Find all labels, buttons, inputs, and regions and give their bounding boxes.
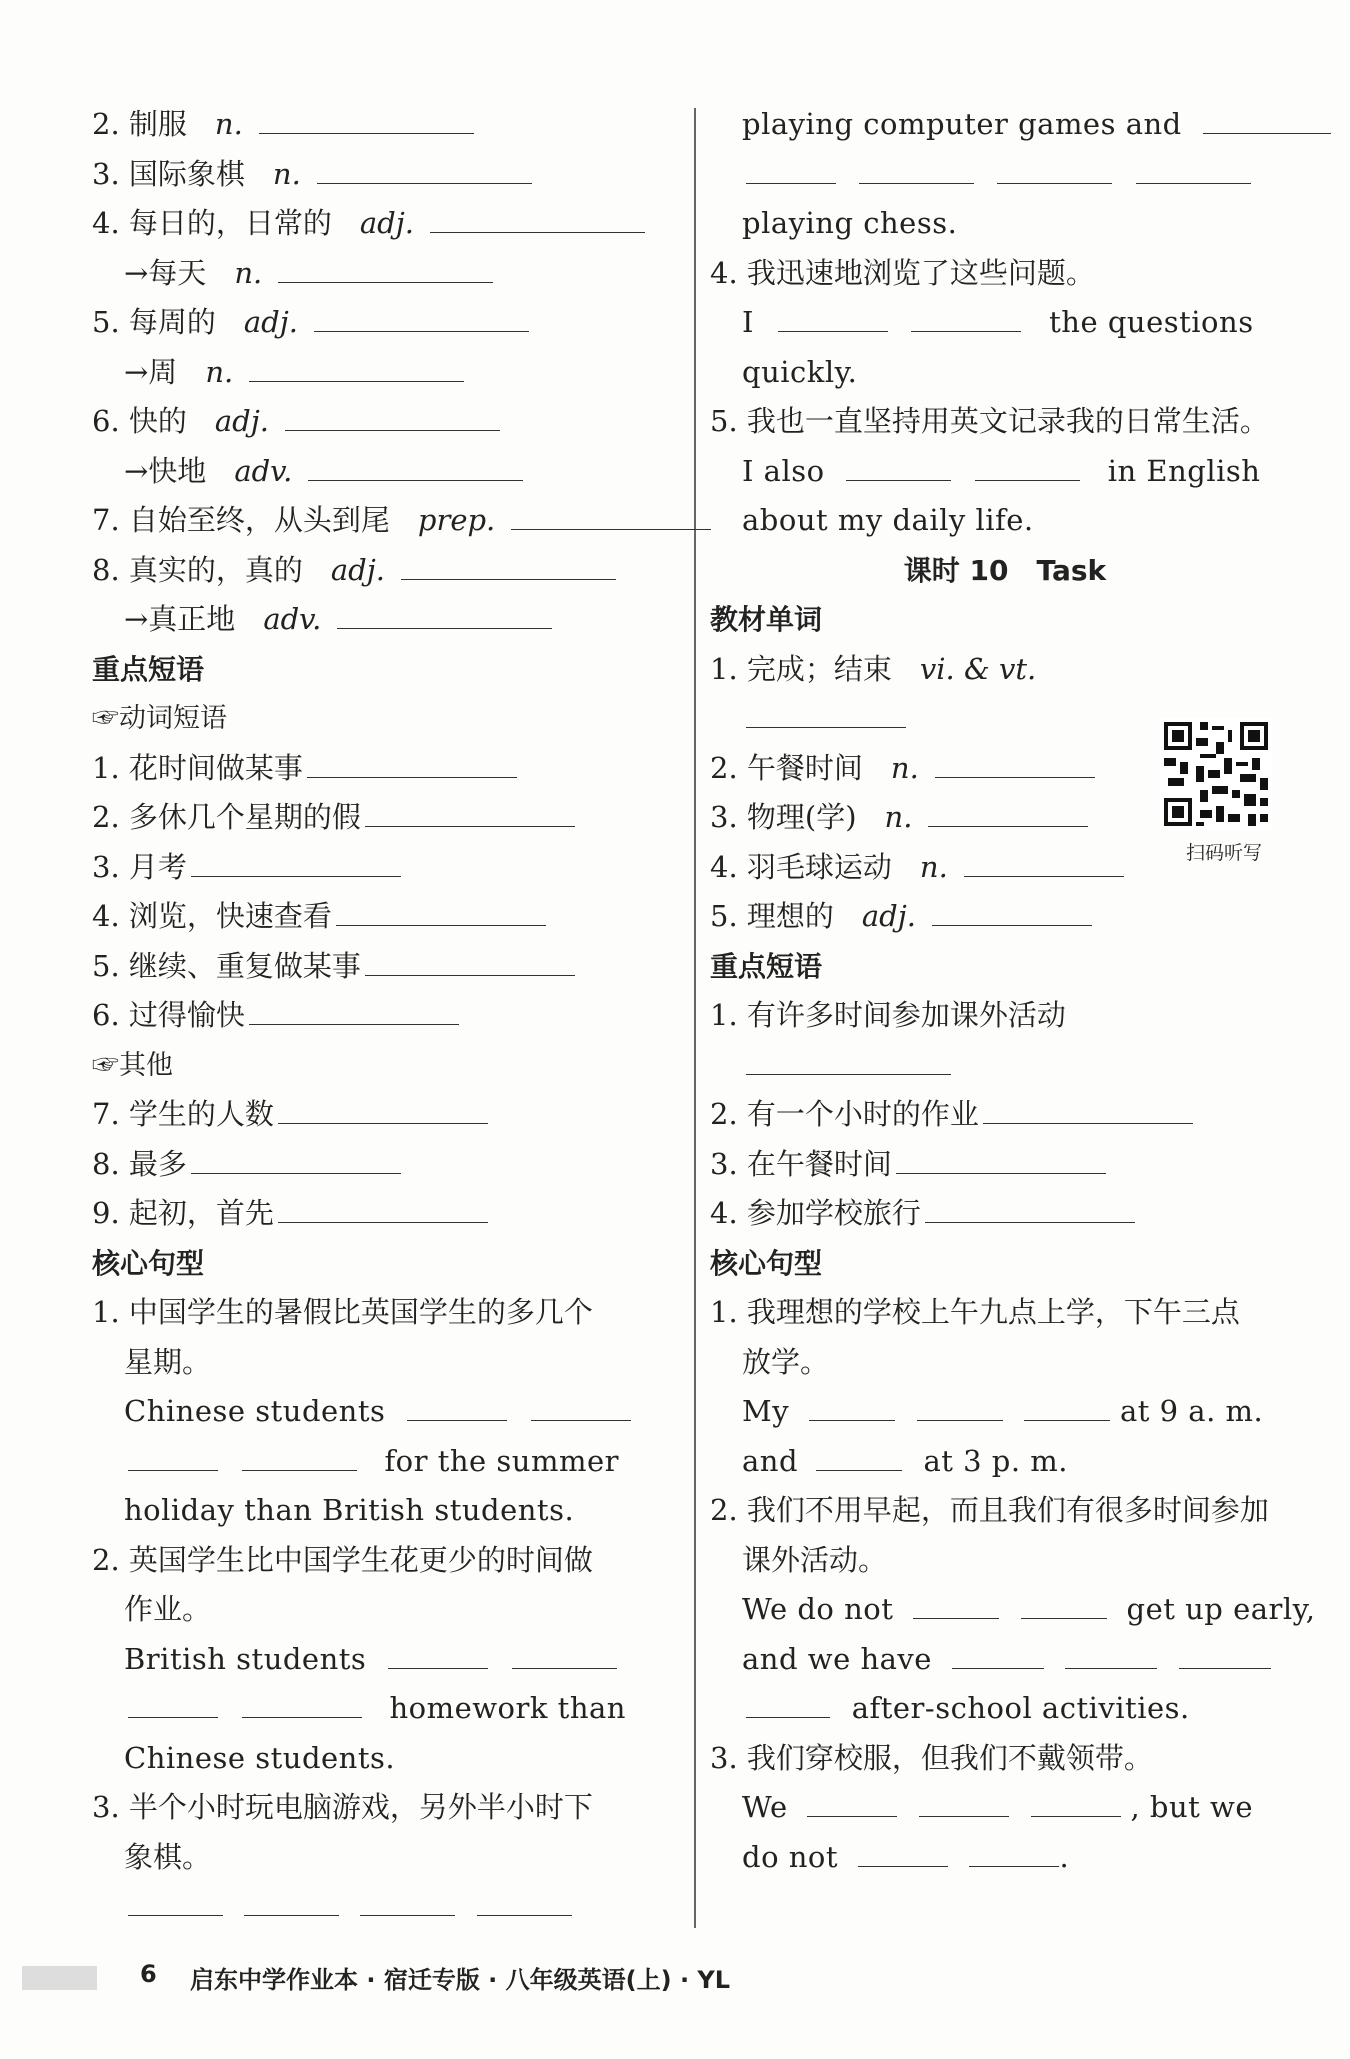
vocab-item [92,298,682,348]
sentence-2-english-end: after-school activities. [710,1684,1300,1734]
verb-phrases-heading: ☞动词短语 [92,703,227,734]
vocab-item-label: 2. 制服 [92,107,187,141]
phrase-item [92,892,682,942]
phrase-item [92,793,682,843]
vocab-item [92,348,682,398]
answer-blank[interactable] [336,895,546,926]
vocab-list [92,100,682,645]
answer-blank[interactable] [1024,1390,1110,1421]
phrase-item: 1. 有许多时间参加课外活动 [710,998,1066,1032]
vocab-item-label: 3. 物理(学) [710,800,857,834]
part-of-speech: adv. [234,453,293,488]
vocab-heading: 教材单词 [710,603,823,636]
part-of-speech: adj. [243,305,298,339]
sentences-heading: 核心句型 [710,1246,823,1280]
answer-blank[interactable] [1021,1588,1107,1619]
phrase-item-label: 1. 花时间做某事 [92,750,303,785]
sentences-heading: 核心句型 [92,1246,205,1280]
answer-blank[interactable] [1031,1786,1121,1817]
phrase-item [92,843,682,893]
answer-blank[interactable] [1136,153,1251,184]
answer-blank[interactable] [858,1836,948,1867]
part-of-speech: n. [884,800,913,834]
phrase-item-label: 7. 学生的人数 [92,1097,274,1131]
sentence-2-chinese-cont: 课外活动。 [742,1542,888,1577]
answer-blank[interactable] [964,846,1124,877]
phrase-item [92,1090,682,1140]
vocab-item-label: 4. 每日的，日常的 [92,206,332,240]
sentence-4-chinese: 4. 我迅速地浏览了这些问题。 [710,255,1095,290]
answer-blank[interactable] [807,1786,897,1817]
answer-blank[interactable] [337,598,552,629]
answer-blank[interactable] [191,1143,401,1174]
sentence-3-chinese: 3. 半个小时玩电脑游戏，另外半小时下 [92,1790,593,1824]
answer-blank[interactable] [285,400,500,431]
sentence-1-chinese-cont: 放学。 [742,1344,830,1379]
vocab-item [92,496,682,546]
vocab-item [92,595,682,645]
answer-blank[interactable] [388,1638,488,1669]
sentence-3-chinese-cont: 象棋。 [124,1839,212,1874]
phrase-item [92,1140,682,1190]
vocab-item [710,892,1300,942]
sentence-4-english-end: quickly. [742,354,858,389]
page-number: 6 [140,1960,157,1988]
phrase-item [92,744,682,794]
part-of-speech: n. [205,354,234,389]
answer-blank[interactable] [531,1390,631,1421]
phrase-item-label: 6. 过得愉快 [92,998,245,1032]
vocab-item [92,447,682,497]
vocab-item [92,100,682,150]
phrase-item [710,1140,1300,1190]
part-of-speech: prep. [417,503,496,537]
answer-blank[interactable] [913,1588,999,1619]
sentence-1-chinese: 1. 我理想的学校上午九点上学，下午三点 [710,1295,1240,1329]
sentence-2-chinese: 2. 英国学生比中国学生花更少的时间做 [92,1542,593,1577]
phrase-item [92,942,682,992]
answer-blank[interactable] [249,994,459,1025]
answer-blank[interactable] [1179,1638,1271,1669]
phrases-heading: 重点短语 [92,652,205,686]
answer-blank[interactable] [919,1786,1009,1817]
answer-blank[interactable] [809,1390,895,1421]
sentence-5-english-end: about my daily life. [742,503,1034,537]
answer-blank[interactable] [1203,103,1331,134]
sentence-1-english-cont: for the summer [92,1437,682,1487]
vocab-item [92,199,682,249]
vocab-item: 1. 完成；结束 vi. & vt. [710,651,1037,686]
answer-blank[interactable] [746,1687,830,1718]
answer-blank[interactable] [997,153,1112,184]
verb-phrases-list [92,744,682,1041]
answer-blank[interactable] [511,499,711,530]
vocab-item [92,249,682,299]
answer-blank[interactable] [365,945,575,976]
part-of-speech: n. [919,849,948,884]
phrase-item-label: 8. 最多 [92,1146,187,1181]
answer-blank[interactable] [401,549,616,580]
answer-blank[interactable] [917,1390,1003,1421]
answer-blank[interactable] [242,1687,362,1718]
phrase-item-label: 2. 多休几个星期的假 [92,800,361,834]
lesson-title: 课时 10 Task [903,553,1107,587]
answer-blank[interactable] [896,1143,1106,1174]
answer-blank[interactable] [859,153,974,184]
answer-blank[interactable] [816,1440,902,1471]
sentence-2-english: British students [92,1635,682,1685]
phrase-item-label: 4. 参加学校旅行 [710,1196,921,1230]
answer-blank[interactable] [128,1687,218,1718]
phrase-item [710,1189,1300,1239]
part-of-speech: adj. [359,206,414,240]
footer-stamp [22,1966,97,1990]
vocab-item-label: 6. 快的 [92,404,187,438]
answer-blank[interactable] [128,1440,218,1471]
sentence-1-english: My at 9 a. m. [710,1387,1300,1437]
sentence-3-english-end: do not . [710,1833,1300,1883]
phrase-item [710,1090,1300,1140]
answer-blank[interactable] [278,1093,488,1124]
answer-blank[interactable] [244,1885,339,1916]
sentence-3-english-blanks [710,150,1300,200]
answer-blank[interactable] [512,1638,617,1669]
answer-blank[interactable] [365,796,575,827]
sentence-1-english-cont: and at 3 p. m. [710,1437,1300,1487]
vocab-item-label: 4. 羽毛球运动 [710,849,892,884]
answer-blank[interactable] [969,1836,1059,1867]
answer-blank[interactable] [360,1885,455,1916]
vocab-item [92,150,682,200]
part-of-speech: n. [272,156,301,191]
sentence-4-english: I the questions [710,298,1300,348]
answer-blank[interactable] [778,301,888,332]
answer-blank[interactable] [430,202,645,233]
answer-blank[interactable] [846,450,951,481]
phrase-item-label: 9. 起初，首先 [92,1196,274,1230]
part-of-speech: adj. [214,404,269,438]
answer-blank[interactable] [249,351,464,382]
page-footer [22,1960,1322,2000]
vocab-item-label: →每天 [124,255,207,290]
phrase-item [92,991,682,1041]
sentence-2-chinese: 2. 我们不用早起，而且我们有很多时间参加 [710,1493,1269,1527]
phrases-list [710,1090,1300,1239]
sentence-2-english-cont: homework than [92,1684,682,1734]
part-of-speech: adv. [263,602,322,636]
answer-blank[interactable] [278,1192,488,1223]
sentence-1-chinese: 1. 中国学生的暑假比英国学生的多几个 [92,1295,593,1329]
right-column [710,100,1316,1882]
part-of-speech: adj. [861,899,916,933]
answer-blank[interactable] [932,895,1092,926]
phrase-item-label: 3. 在午餐时间 [710,1146,892,1181]
other-phrases-list [92,1090,682,1239]
phrase-item [92,1189,682,1239]
sentence-1-english: Chinese students [92,1387,682,1437]
vocab-item-label: →快地 [124,453,207,488]
answer-blank[interactable] [259,103,474,134]
qr-label: 扫码听写 [1185,842,1262,864]
sentence-2-english: We do not get up early, [710,1585,1300,1635]
answer-blank[interactable] [477,1885,572,1916]
sentence-5-english: I also in English [710,447,1300,497]
sentence-2-english-end: Chinese students. [124,1740,396,1775]
answer-blank[interactable] [307,747,517,778]
part-of-speech: n. [214,107,243,141]
answer-blank[interactable] [928,796,1088,827]
answer-blank[interactable] [911,301,1021,332]
answer-blank[interactable] [746,153,836,184]
answer-blank[interactable] [191,846,401,877]
answer-blank[interactable] [314,301,529,332]
vocab-item [92,546,682,596]
vocab-item-label: 5. 理想的 [710,899,834,933]
sentence-2-chinese-cont: 作业。 [124,1592,212,1626]
phrase-item-label: 3. 月考 [92,849,187,884]
sentence-3-chinese: 3. 我们穿校服，但我们不戴领带。 [710,1740,1153,1775]
sentence-3-english: playing computer games and [710,100,1300,150]
answer-blank[interactable] [983,1093,1193,1124]
part-of-speech: n. [890,750,919,785]
answer-blank[interactable] [746,697,906,728]
phrase-item-label: 2. 有一个小时的作业 [710,1097,979,1131]
sentence-1-english-end: holiday than British students. [124,1493,575,1527]
vocab-item-label: →真正地 [124,602,236,636]
phrase-item-label: 5. 继续、重复做某事 [92,948,361,983]
part-of-speech: adj. [330,552,385,587]
vocab-item-label: 8. 真实的，真的 [92,552,303,587]
other-phrases-heading: ☞其他 [92,1049,173,1081]
vocab-item-label: 5. 每周的 [92,305,216,339]
answer-blank[interactable] [317,153,532,184]
answer-blank[interactable] [746,1044,951,1075]
vocab-item-label: 3. 国际象棋 [92,156,245,191]
answer-blank[interactable] [242,1440,357,1471]
column-divider [694,108,696,1928]
answer-blank[interactable] [925,1192,1135,1223]
sentence-3-blanks [92,1882,682,1932]
answer-blank[interactable] [278,252,493,283]
vocab-item-label: 2. 午餐时间 [710,750,863,785]
sentence-3-english: We , but we [710,1783,1300,1833]
vocab-item [92,397,682,447]
footer-title: 启东中学作业本 · 宿迁专版 · 八年级英语(上) · YL [190,1966,731,1994]
sentence-1-chinese-cont: 星期。 [124,1344,212,1379]
answer-blank[interactable] [308,450,523,481]
phrases-heading: 重点短语 [710,949,823,983]
phrase-item-blank [710,1041,1300,1091]
part-of-speech: n. [234,255,263,290]
answer-blank[interactable] [935,747,1095,778]
sentence-5-chinese: 5. 我也一直坚持用英文记录我的日常生活。 [710,404,1269,438]
sentence-2-english-cont: and we have [710,1635,1300,1685]
answer-blank[interactable] [952,1638,1044,1669]
vocab-item-label: →周 [124,354,178,389]
left-column [92,100,682,1932]
answer-blank[interactable] [128,1885,223,1916]
qr-code[interactable] [1160,718,1272,830]
answer-blank[interactable] [1065,1638,1157,1669]
phrase-item-label: 4. 浏览，快速查看 [92,899,332,933]
sentence-3-english-end: playing chess. [742,206,958,240]
answer-blank[interactable] [975,450,1080,481]
vocab-item-label: 7. 自始至终，从头到尾 [92,503,390,537]
answer-blank[interactable] [407,1390,507,1421]
